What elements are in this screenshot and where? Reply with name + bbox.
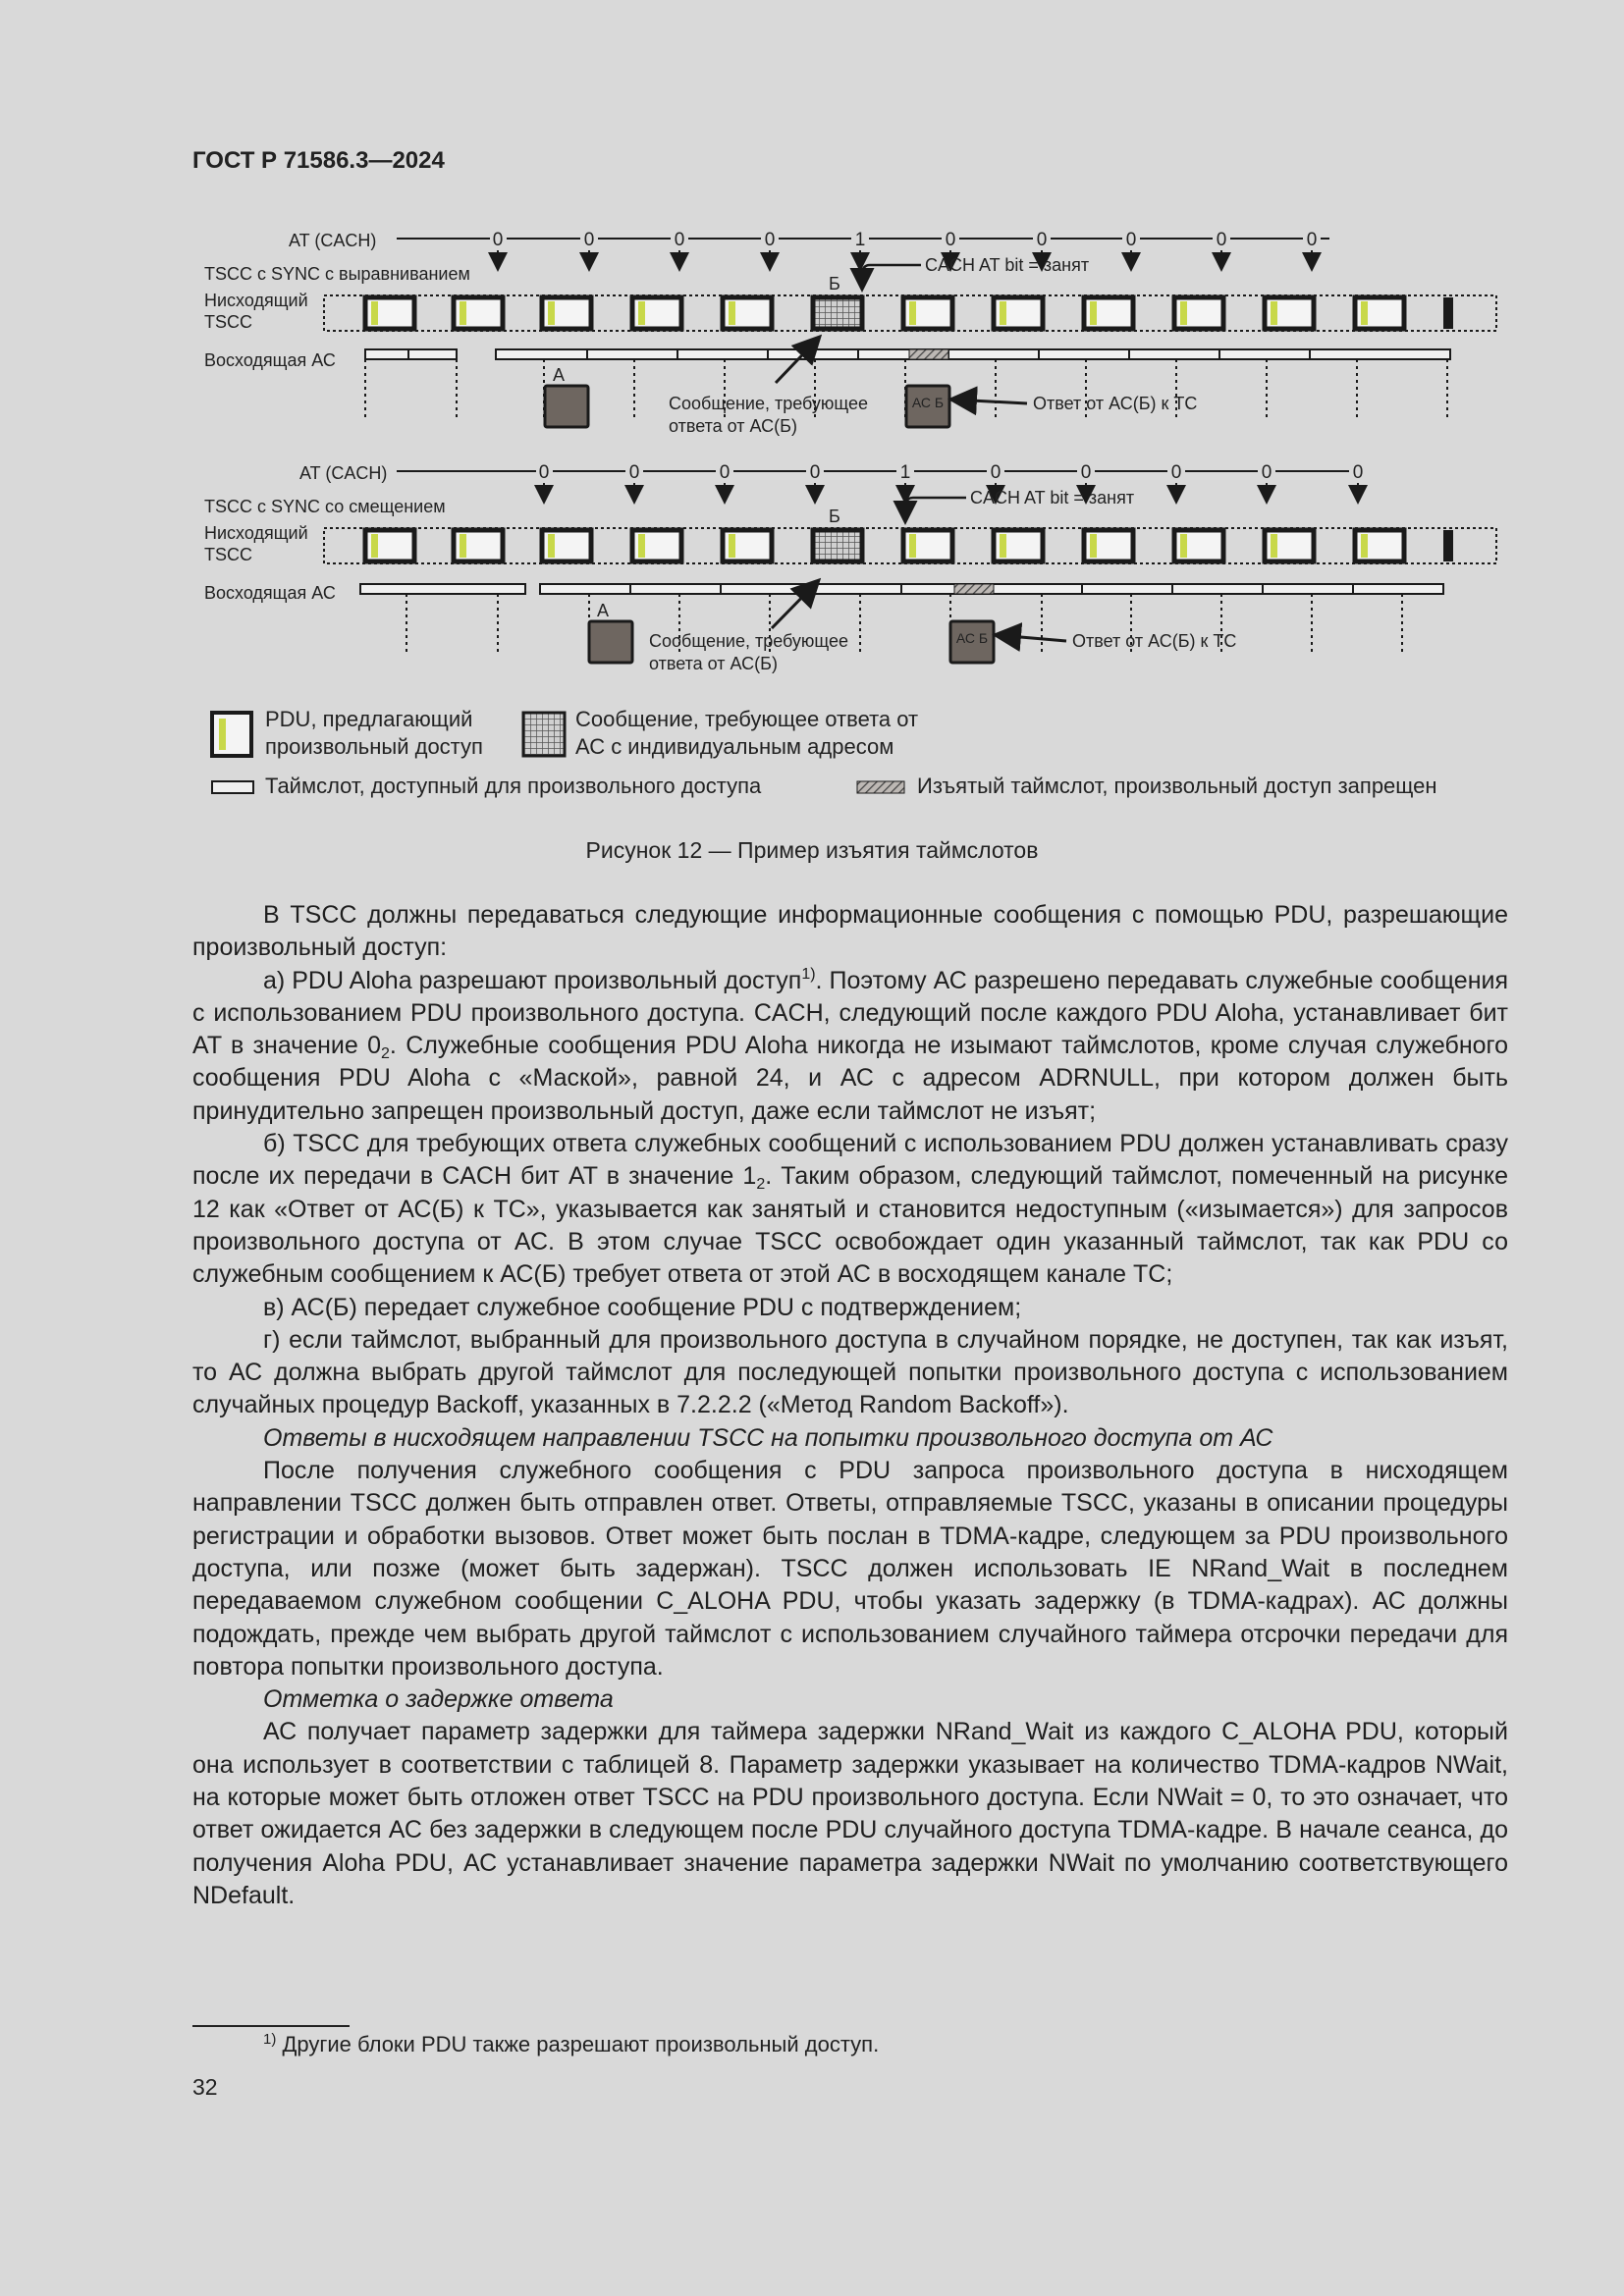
- footnote-ref: 1): [801, 965, 816, 983]
- message-b-label: Б: [829, 274, 840, 294]
- paragraph-item-a: а) PDU Aloha разрешают произвольный доступ$^{1)}$. Поэтому АС разрешено передавать служебные сообщения с использованием PDU произвольного доступа. CACH, следующий после каждого PDU Aloha, устанавливает бит AT в значение $0_2$. Служебные сообщения PDU Aloha никогда не изымают таймслотов, кроме случая служебного сообщения PDU Aloha с «Маской», равной 24, и АС с адресом ADRNULL, при котором должен быть принудительно запрещен произвольный доступ, даже если таймслот не изъят;: [192, 965, 1509, 1125]
- legend-slot-swatch: [212, 781, 253, 793]
- figure-panel-offset: [204, 462, 1496, 673]
- uplink-timeslot: [540, 584, 630, 594]
- timeslot-seizure-diagram: [0, 0, 1624, 815]
- seized-timeslot: [954, 584, 994, 594]
- uplink-label: Восходящая АС: [204, 583, 336, 603]
- aloha-pdu-accent: [1271, 534, 1277, 558]
- aloha-pdu-accent: [548, 534, 555, 558]
- legend-message-label: Сообщение, требующее ответа от: [575, 707, 919, 731]
- aloha-pdu-accent: [729, 301, 735, 325]
- station-a-box: [545, 386, 588, 427]
- at-bit-value: 0: [719, 462, 731, 483]
- at-bit-value: 0: [809, 462, 821, 483]
- at-bit-value: 0: [1125, 230, 1137, 250]
- uplink-timeslot: [811, 584, 901, 594]
- station-b-box-label: АС Б: [911, 395, 945, 410]
- aloha-pdu-accent: [548, 301, 555, 325]
- paragraph-item-b: б) TSCC для требующих ответа служебных сообщений с использованием PDU должен устанавливать сразу после их передачи в CACH бит AT в значение $1_2$. Таким образом, следующий таймслот, помеченный на рисунке 12 как «Ответ от АС(Б) к ТС», указывается как занятый и становится недоступным («изымается») для запросов произвольного доступа от АС. В этом случае TSCC освобождает один указанный таймслот, так как PDU со служебным сообщением к АС(Б) требует ответа от этой АС в восходящем канале ТС;: [192, 1130, 1508, 1289]
- aloha-pdu-accent: [909, 301, 916, 325]
- message-arrow: [776, 339, 818, 383]
- at-cach-label: AT (CACH): [289, 231, 377, 250]
- downlink-label: TSCC: [204, 545, 252, 564]
- uplink-timeslot: [677, 349, 768, 359]
- paragraph-intro: В TSCC должны передаваться следующие информационные сообщения с помощью PDU, разрешающие произвольный доступ:: [192, 901, 1508, 962]
- at-bit-value: 0: [1036, 230, 1048, 250]
- at-bit-value: 0: [945, 230, 956, 250]
- aloha-pdu-accent: [1180, 301, 1187, 325]
- figure-legend: [212, 707, 1437, 798]
- uplink-timeslot: [365, 349, 408, 359]
- message-pdu-block: [813, 297, 862, 329]
- sync-label: TSCC с SYNC с выравниванием: [204, 264, 470, 284]
- aloha-pdu-accent: [1361, 301, 1368, 325]
- legend-message-label: АС с индивидуальным адресом: [575, 734, 894, 759]
- cach-at-bit-note: CACH AT bit = занят: [925, 255, 1090, 275]
- paragraph-item-d: г) если таймслот, выбранный для произвольного доступа в случайном порядке, не доступен, так как изъят, то АС должна выбрать другой таймслот для последующей попытки произвольного доступа с использованием случайных процедур Backoff, указанных в 7.2.2.2 («Метод Random Backoff»).: [192, 1325, 1508, 1419]
- at-bit-value: 0: [990, 462, 1001, 483]
- station-a-box: [589, 621, 632, 663]
- uplink-timeslot: [630, 584, 721, 594]
- uplink-timeslot: [948, 349, 1039, 359]
- message-caption: Сообщение, требующее: [649, 631, 849, 651]
- at-bit-value: 1: [899, 462, 911, 483]
- body-text: [192, 899, 1508, 1912]
- footnote-separator: [192, 2025, 350, 2027]
- station-a-label: А: [553, 365, 566, 385]
- uplink-timeslot: [587, 349, 677, 359]
- aloha-pdu-accent: [638, 301, 645, 325]
- uplink-timeslot: [496, 349, 587, 359]
- legend-pdu-accent: [219, 719, 226, 750]
- reply-arrow: [953, 400, 1027, 403]
- aloha-pdu-accent: [460, 534, 466, 558]
- aloha-pdu-accent: [371, 301, 378, 325]
- page-number: 32: [192, 2074, 218, 2100]
- legend-pdu-swatch: [212, 713, 251, 756]
- uplink-label: Восходящая АС: [204, 350, 336, 370]
- aloha-pdu-accent: [1090, 534, 1097, 558]
- cach-note-arrow: [905, 498, 966, 520]
- paragraph-delay: АС получает параметр задержки для таймера задержки NRand_Wait из каждого C_ALOHA PDU, который она использует в соответствии с таблицей 8. Параметр задержки указывает на количество TDMA-кадров NWait, на которые может быть отложен ответ TSCC на PDU произвольного доступа. Если NWait = 0, то это означает, что ответ ожидается АС без задержки в следующем после PDU случайного доступа TDMA-кадре. В начале сеанса, до получения Aloha PDU, АС устанавливает значение параметра задержки NWait по умолчанию соответствующего NDefault.: [192, 1718, 1508, 1909]
- uplink-timeslot: [1039, 349, 1129, 359]
- message-caption: ответа от АС(Б): [669, 416, 797, 436]
- uplink-timeslot: [768, 349, 858, 359]
- uplink-timeslot: [992, 584, 1082, 594]
- uplink-timeslot: [1310, 349, 1450, 359]
- uplink-timeslot: [1082, 584, 1172, 594]
- figure-panel-aligned: [204, 230, 1496, 436]
- at-bit-value: 0: [538, 462, 550, 483]
- aloha-pdu-accent: [729, 534, 735, 558]
- uplink-timeslot: [1263, 584, 1353, 594]
- legend-seized-swatch: [857, 781, 904, 793]
- uplink-timeslot: [1353, 584, 1443, 594]
- at-bit-value: 0: [628, 462, 640, 483]
- figure-caption: Рисунок 12 — Пример изъятия таймслотов: [585, 837, 1039, 863]
- aloha-pdu-accent: [460, 301, 466, 325]
- uplink-timeslot: [1129, 349, 1219, 359]
- legend-message-swatch: [523, 713, 565, 756]
- uplink-timeslot: [1219, 349, 1310, 359]
- at-bit-value: 0: [583, 230, 595, 250]
- legend-pdu-label: произвольный доступ: [265, 734, 483, 759]
- downlink-end-block: [1443, 530, 1453, 561]
- legend-seized-label: Изъятый таймслот, произвольный доступ запрещен: [917, 774, 1437, 798]
- at-bit-value: 0: [674, 230, 685, 250]
- at-bit-value: 0: [1080, 462, 1092, 483]
- uplink-timeslot: [360, 584, 525, 594]
- cach-at-bit-note: CACH AT bit = занят: [970, 488, 1135, 507]
- sync-label: TSCC с SYNC со смещением: [204, 497, 446, 516]
- at-bit-value: 0: [492, 230, 504, 250]
- at-bit-value: 0: [1306, 230, 1318, 250]
- at-bit-value: 0: [1352, 462, 1364, 483]
- reply-caption: Ответ от АС(Б) к ТС: [1072, 631, 1237, 651]
- aloha-pdu-accent: [1000, 534, 1006, 558]
- downlink-label: Нисходящий: [204, 523, 308, 543]
- aloha-pdu-accent: [1180, 534, 1187, 558]
- uplink-timeslot: [1172, 584, 1263, 594]
- downlink-end-block: [1443, 297, 1453, 329]
- footnote: $^{1)}$ Другие блоки PDU также разрешают произвольный доступ.: [263, 2031, 880, 2056]
- at-bit-value: 1: [854, 230, 866, 250]
- subheading-responses: Ответы в нисходящем направлении TSCC на попытки произвольного доступа от АС: [263, 1423, 1273, 1452]
- aloha-pdu-accent: [909, 534, 916, 558]
- at-bit-value: 0: [1261, 462, 1272, 483]
- paragraph-responses: После получения служебного сообщения с PDU запроса произвольного доступа в нисходящем направлении TSCC должен быть отправлен ответ. Ответы, отправляемые TSCC, указаны в описании процедуры регистрации и обработки вызовов. Ответ может быть послан в TDMA-кадре, следующем за PDU произвольного доступа, или позже (может быть задержан). TSCC должен использовать IE NRand_Wait в последнем передаваемом служебном сообщении C_ALOHA PDU, чтобы указать задержку (в TDMA-кадрах). АС должны подождать, прежде чем выбрать другой таймслот с использованием случайного таймера отсрочки передачи для повтора попытки произвольного доступа.: [192, 1457, 1508, 1681]
- aloha-pdu-accent: [638, 534, 645, 558]
- at-bit-value: 0: [764, 230, 776, 250]
- seized-timeslot: [909, 349, 948, 359]
- uplink-timeslot: [721, 584, 811, 594]
- uplink-timeslot: [408, 349, 457, 359]
- station-a-label: А: [597, 601, 610, 620]
- reply-arrow: [998, 635, 1066, 641]
- at-bit-value: 0: [1216, 230, 1227, 250]
- reply-caption: Ответ от АС(Б) к ТС: [1033, 394, 1198, 413]
- legend-pdu-label: PDU, предлагающий: [265, 707, 473, 731]
- cach-note-arrow: [862, 265, 921, 288]
- message-caption: ответа от АС(Б): [649, 654, 778, 673]
- aloha-pdu-accent: [1271, 301, 1277, 325]
- paragraph-item-c: в) АС(Б) передает служебное сообщение PDU с подтверждением;: [263, 1293, 1022, 1321]
- message-caption: Сообщение, требующее: [669, 394, 869, 413]
- legend-slot-label: Таймслот, доступный для произвольного доступа: [265, 774, 762, 798]
- aloha-pdu-accent: [371, 534, 378, 558]
- subheading-delay: Отметка о задержке ответа: [263, 1685, 614, 1714]
- downlink-label: TSCC: [204, 312, 252, 332]
- station-b-box-label: АС Б: [955, 630, 989, 646]
- at-bit-value: 0: [1170, 462, 1182, 483]
- downlink-label: Нисходящий: [204, 291, 308, 310]
- at-cach-label: AT (CACH): [299, 463, 388, 483]
- document-header: ГОСТ Р 71586.3—2024: [192, 147, 445, 174]
- message-b-label: Б: [829, 507, 840, 526]
- message-pdu-block: [813, 530, 862, 561]
- aloha-pdu-accent: [1000, 301, 1006, 325]
- aloha-pdu-accent: [1361, 534, 1368, 558]
- aloha-pdu-accent: [1090, 301, 1097, 325]
